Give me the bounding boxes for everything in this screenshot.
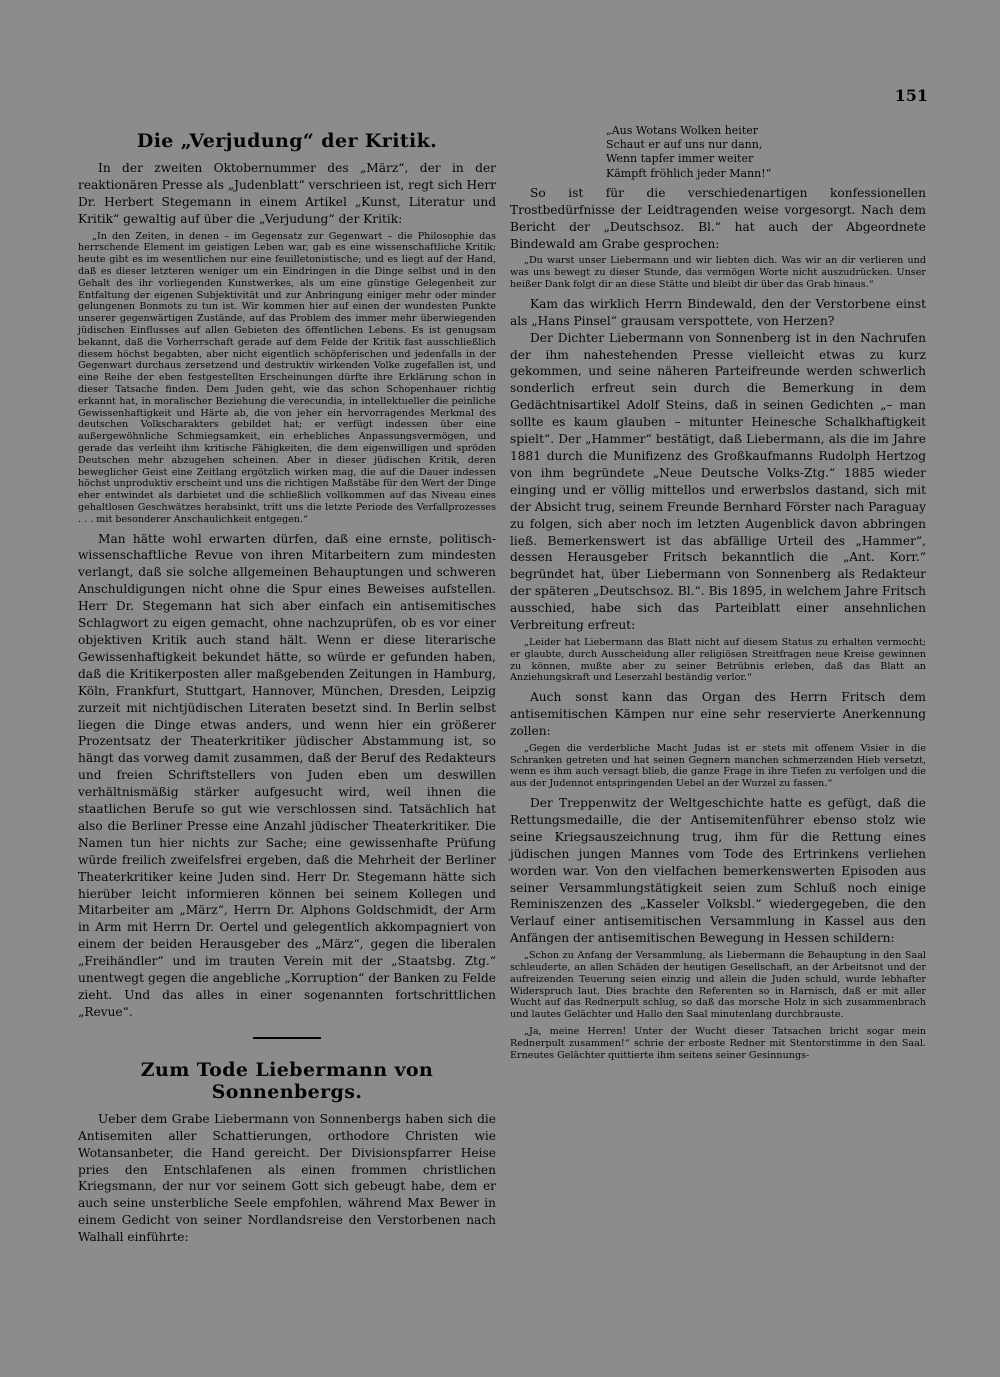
liebermann-paragraph-2: So ist für die verschiedenartigen konfessionellen Trostbedürfnisse der Leidtragenden weise vorgesorgt. Nach dem Bericht der „Deutschsoz. Bl.“ hat auch der Abgeordnete Bindewald am Grabe gesprochen: xyxy=(510,185,926,251)
section-divider xyxy=(253,1037,321,1039)
article-title-verjudung: Die „Verjudung“ der Kritik. xyxy=(136,130,438,152)
stegemann-quote: „In den Zeiten, in denen – im Gegensatz zur Gegenwart – die Philosophie das herrschende Element im geistigen Leben war, gab es eine wissenschaftliche Kritik; heute gibt es im wesentlichen nur eine feuilletonistische; und es liegt auf der Hand, daß es dieser letzteren weniger um ein Eindringen in die Dinge selbst und in den Gehalt des ihr vorliegenden Kunstwerkes, als um eine günstige Gelegenheit zur Entfaltung der eigenen Subjektivität und zur Anbringung einiger mehr oder minder gelungenen Bonmots zu tun ist. Wir kommen hier auf einen der wundesten Punkte unserer gegenwärtigen Zustände, auf das Problem des immer mehr überwiegenden jüdischen Einflusses auf allen Gebieten des öffentlichen Lebens. Es ist genugsam bekannt, daß die Vorherrschaft gerade auf dem Felde der Kritik fast ausschließlich diesem höchst begabten, aber nicht eigentlich schöpferischen und jedenfalls in der Gegenwart durchaus zersetzend und destruktiv wirkenden Volke zugefallen ist, und eine Reihe der eben festgestellten Erscheinungen dürfte ihre Erklärung schon in dieser Tatsache finden. Dem Juden geht, wie das schon Schopenhauer richtig erkannt hat, in moralischer Beziehung die verecundia, in intellektueller die peinliche Gewissenhaftigkeit und Härte ab, die von jeher ein hervorragendes Merkmal des deutschen Volkscharakters gebildet hat; er verfügt indessen über eine außergewöhnliche Schmiegsamkeit, ein erhebliches Anpassungsvermögen, und gerade das verleiht ihm kritische Fähigkeiten, die dem eigenwilligen und spröden Deutschen mehr abzugehen scheinen. Aber in dieser jüdischen Kritik, deren beweglicher Geist eine Zeitlang ergötzlich wirken mag, die auf die Dauer indessen höchst unproduktiv erscheint und uns die richtigen Maßstäbe für den Wert der Dinge eher entwindet als darbietet und die schließlich vollkommen auf das Niveau eines gehaltlosen Geschwätzes herabsinkt, tritt uns die letzte Periode des Verfallprozesses . . . mit besonderer Anschaulichkeit entgegen.“ xyxy=(78,230,496,525)
article-intro: In der zweiten Oktobernummer des „März“, der in der reaktionären Presse als „Judenblatt“ verschrieen ist, regt sich Herr Dr. Herbert Stegemann in einem Artikel „Kunst, Literatur und Kritik“ gewaltig auf über die „Verjudung“ der Kritik: xyxy=(78,161,496,226)
poem-line: „Aus Wotans Wolken heiter xyxy=(606,124,759,137)
kassel-quote-1: „Schon zu Anfang der Versammlung, als Liebermann die Behauptung in den Saal schleuderte, an allen Schäden der heutigen Gesellschaft, an der Arbeitsnot und der aufreizenden Teuerung seien einzig und allein die Juden schuld, wurde lebhafter Widerspruch laut. Dies brachte den Referenten so in Harnisch, daß er mit aller Wucht auf das Rednerpult schlug, so daß das morsche Holz in sich zusammenbrach und lautes Gelächter und Hallo den Saal minutenlang durchbrauste. xyxy=(510,950,926,1021)
liebermann-paragraph-3: Kam das wirklich Herrn Bindewald, den der Verstorbene einst als „Hans Pinsel“ grausam verspottete, von Herzen? xyxy=(510,296,926,328)
liebermann-paragraph-4: Der Dichter Liebermann von Sonnenberg ist in den Nachrufen der ihm nahestehenden Presse vielleicht etwas zu kurz gekommen, und seine näheren Parteifreunde werden schwerlich sonderlich erfreut sein durch die Bemerkung in dem Gedächtnisartikel Adolf Steins, daß in seinen Gedichten „– man sollte es kaum glauben – mitunter Heinesche Schalkhaftigkeit spielt“. Der „Hammer“ bestätigt, daß Liebermann, als die im Jahre 1881 durch die Munifizenz des Großkaufmanns Rudolph Hertzog von ihm begründete „Neue Deutsche Volks-Ztg.“ 1885 wieder einging und er völlig mittellos und erwerbslos dastand, sich mit der Absicht trug, seinem Freunde Bernhard Förster nach Paraguay zu folgen, sich aber noch im letzten Augenblick davon abbringen ließ. Bemerkenswert ist das abfällige Urteil des „Hammer“, dessen Herausgeber Fritsch bekanntlich die „Ant. Korr.“ begründet hat, über Liebermann von Sonnenberg als Redakteur der späteren „Deutschsoz. Bl.“. Bis 1895, in welchem Jahre Fritsch ausschied, habe sich das Parteiblatt einer ansehnlichen Verbreitung erfreut: xyxy=(510,330,926,633)
poem-line: Wenn tapfer immer weiter xyxy=(606,152,754,166)
hammer-quote-1: „Leider hat Liebermann das Blatt nicht auf diesem Status zu erhalten vermocht; er glaubte, durch Ausscheidung aller religiösen Streitfragen neue Kreise gewinnen zu können, mußte aber zu seiner Betrübnis erleben, daß das Blatt an Anziehungskraft und Leserzahl beständig verlor.“ xyxy=(510,636,926,684)
poem xyxy=(606,124,926,181)
article-body: Man hätte wohl erwarten dürfen, daß eine ernste, politisch-wissenschaftliche Revue von ihren Mitarbeitern zum mindesten verlangt, daß sie solche allgemeinen Behauptungen und schweren Anschuldigungen nicht ohne die Spur eines Beweises aufstellen. Herr Dr. Stegemann hat sich aber einfach ein antisemitisches Schlagwort zu eigen gemacht, ohne nachzuprüfen, ob es vor einer objektiven Kritik auch stand hält. Wenn er diese literarische Gewissenhaftigkeit bekundet hätte, so würde er gefunden haben, daß die Kritikerposten aller maßgebenden Zeitungen in Hamburg, Köln, Frankfurt, Stuttgart, Hannover, München, Dresden, Leipzig zurzeit mit nichtjüdischen Literaten besetzt sind. In Berlin selbst liegen die Dinge etwas anders, und wenn hier ein größerer Prozentsatz der Theaterkritiker jüdischer Abstammung ist, so hängt das vorweg damit zusammen, daß der Beruf des Redakteurs und freien Schriftstellers von Juden eben um deswillen verhältnismäßig stärker aufgesucht wird, weil ihnen die staatlichen Berufe so gut wie verschlossen sind. Tatsächlich hat also die Berliner Presse eine Anzahl jüdischer Theaterkritiker. Die Namen tun hier nichts zur Sache; eine gewissenhafte Prüfung würde freilich zweifelsfrei ergeben, daß die Mehrheit der Berliner Theaterkritiker keine Juden sind. Herr Dr. Stegemann hätte sich hierüber leicht informieren können bei seinem Kollegen und Mitarbeiter am „März“, Herrn Dr. Alphons Goldschmidt, der Arm in Arm mit Herrn Dr. Oertel und gelegentlich akkompagniert von einem der beiden Herausgeber des „März“, gegen die liberalen „Freihändler“ und im trauten Verein mit der „Staatsbg. Ztg.“ unentwegt gegen die angebliche „Korruption“ der Banken zu Felde zieht. Und das alles in einer sogenannten fortschrittlichen „Revue“. xyxy=(78,531,496,1019)
page-number: 151 xyxy=(894,86,928,105)
liebermann-paragraph-5: Auch sonst kann das Organ des Herrn Fritsch dem antisemitischen Kämpen nur eine sehr reservierte Anerkennung zollen: xyxy=(510,690,926,738)
article-title-liebermann: Zum Tode Liebermann von Sonnenbergs. xyxy=(140,1058,434,1103)
poem-line: Schaut er auf uns nur dann, xyxy=(606,138,763,152)
right-column xyxy=(510,122,926,1066)
liebermann-paragraph-6: Der Treppenwitz der Weltgeschichte hatte es gefügt, daß die Rettungsmedaille, die der Antisemitenführer ebenso stolz wie seine Kriegsauszeichnung trug, ihm für die Rettung eines jüdischen jungen Mannes vom Tode des Ertrinkens verliehen worden war. Von den vielfachen bemerkenswerten Episoden aus seiner Versammlungstätigkeit seien zum Schluß noch einige Reminiszenzen des „Kasseler Volksbl.“ wiedergegeben, die den Verlauf einer antisemitischen Versammlung in Kassel aus den Anfängen der antisemitischen Bewegung in Hessen schildern: xyxy=(510,796,926,946)
left-column xyxy=(78,122,496,1246)
liebermann-paragraph-1: Ueber dem Grabe Liebermann von Sonnenbergs haben sich die Antisemiten aller Schattierungen, orthodore Christen wie Wotansanbeter, die Hand gereicht. Der Divisionspfarrer Heise pries den Entschlafenen als einen frommen christlichen Kriegsmann, der nur vor seinem Gott sich gebeugt habe, dem er auch seine unsterbliche Seele empfohlen, während Max Bewer in einem Gedicht von seiner Nordlandsreise den Verstorbenen nach Walhall einführte: xyxy=(78,1111,496,1245)
hammer-quote-2: „Gegen die verderbliche Macht Judas ist er stets mit offenem Visier in die Schranken getreten und hat seinen Gegnern manchen schmerzenden Hieb versetzt, wenn es ihm auch versagt blieb, die ganze Frage in ihre Tiefen zu verfolgen und die aus der Judennot entspringenden Uebel an der Wurzel zu fassen.“ xyxy=(510,742,926,790)
bindewald-quote: „Du warst unser Liebermann und wir liebten dich. Was wir an dir verlieren und was uns bewegt zu dieser Stunde, das vermögen Worte nicht auszudrücken. Unser heißer Dank folgt dir an diese Stätte und bleibt dir über das Grab hinaus.“ xyxy=(510,255,926,291)
kassel-quote-2: „Ja, meine Herren! Unter der Wucht dieser Tatsachen bricht sogar mein Rednerpult zusammen!“ schrie der erboste Redner mit Stentorstimme in den Saal. Erneutes Gelächter quittierte ihm seitens seiner Gesinnungs- xyxy=(510,1025,926,1061)
poem-line: Kämpft fröhlich jeder Mann!“ xyxy=(606,166,772,180)
